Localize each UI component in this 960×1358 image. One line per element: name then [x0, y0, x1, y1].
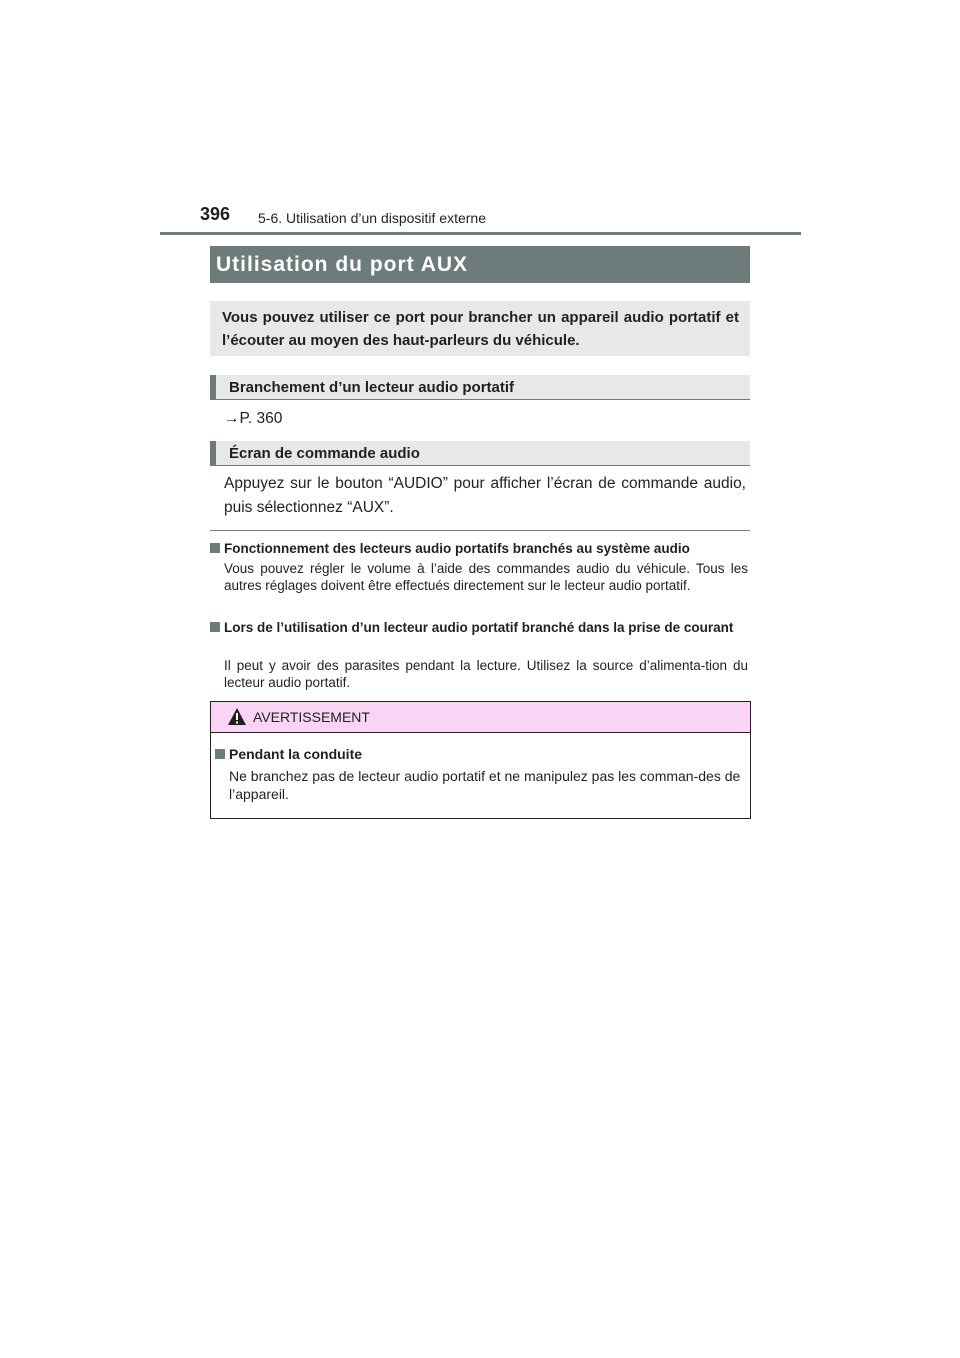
intro-box: [210, 301, 750, 356]
subheading-audio-screen: Écran de commande audio: [210, 441, 750, 466]
section-divider: [210, 530, 750, 531]
intro-text: Vous pouvez utiliser ce port pour brancher un appareil audio portatif et l’écouter au moyen des haut-parleurs du véhicule.: [222, 309, 739, 349]
note-text-power-outlet: Il peut y avoir des parasites pendant la lecture. Utilisez la source d’alimenta-tion du lecteur audio portatif.: [224, 658, 748, 690]
note-heading-power-outlet: Lors de l’utilisation d’un lecteur audio portatif branché dans la prise de courant: [210, 619, 751, 636]
page-title: Utilisation du port AUX: [210, 246, 750, 283]
warning-triangle-icon: [227, 707, 247, 726]
note-heading-operation: Fonctionnement des lecteurs audio portatifs branchés au système audio: [210, 540, 751, 557]
audio-screen-text: Appuyez sur le bouton “AUDIO” pour afficher l’écran de commande audio, puis sélectionnez “AUX”.: [224, 475, 746, 516]
arrow-icon: →: [224, 410, 240, 427]
warning-subheading: Pendant la conduite: [215, 746, 362, 762]
square-bullet-icon: [210, 543, 220, 553]
subheading-portable-player: Branchement d’un lecteur audio portatif: [210, 375, 750, 400]
square-bullet-icon: [210, 622, 220, 632]
section-reference: 5-6. Utilisation d’un dispositif externe: [258, 210, 487, 226]
note-text-operation: Vous pouvez régler le volume à l’aide des commandes audio du véhicule. Tous les autres réglages doivent être effectués directement sur le lecteur audio portatif.: [224, 561, 748, 593]
warning-label: AVERTISSEMENT: [253, 709, 370, 725]
warning-text: Ne branchez pas de lecteur audio portatif et ne manipulez pas les comman-des de l’appareil.: [229, 768, 741, 802]
square-bullet-icon: [215, 749, 225, 759]
warning-header: [211, 702, 750, 733]
page-reference: [224, 407, 282, 431]
warning-box: [210, 701, 751, 819]
header-rule: [160, 232, 801, 235]
page-number: 396: [200, 204, 231, 224]
page-reference-link[interactable]: P. 360: [239, 410, 283, 427]
